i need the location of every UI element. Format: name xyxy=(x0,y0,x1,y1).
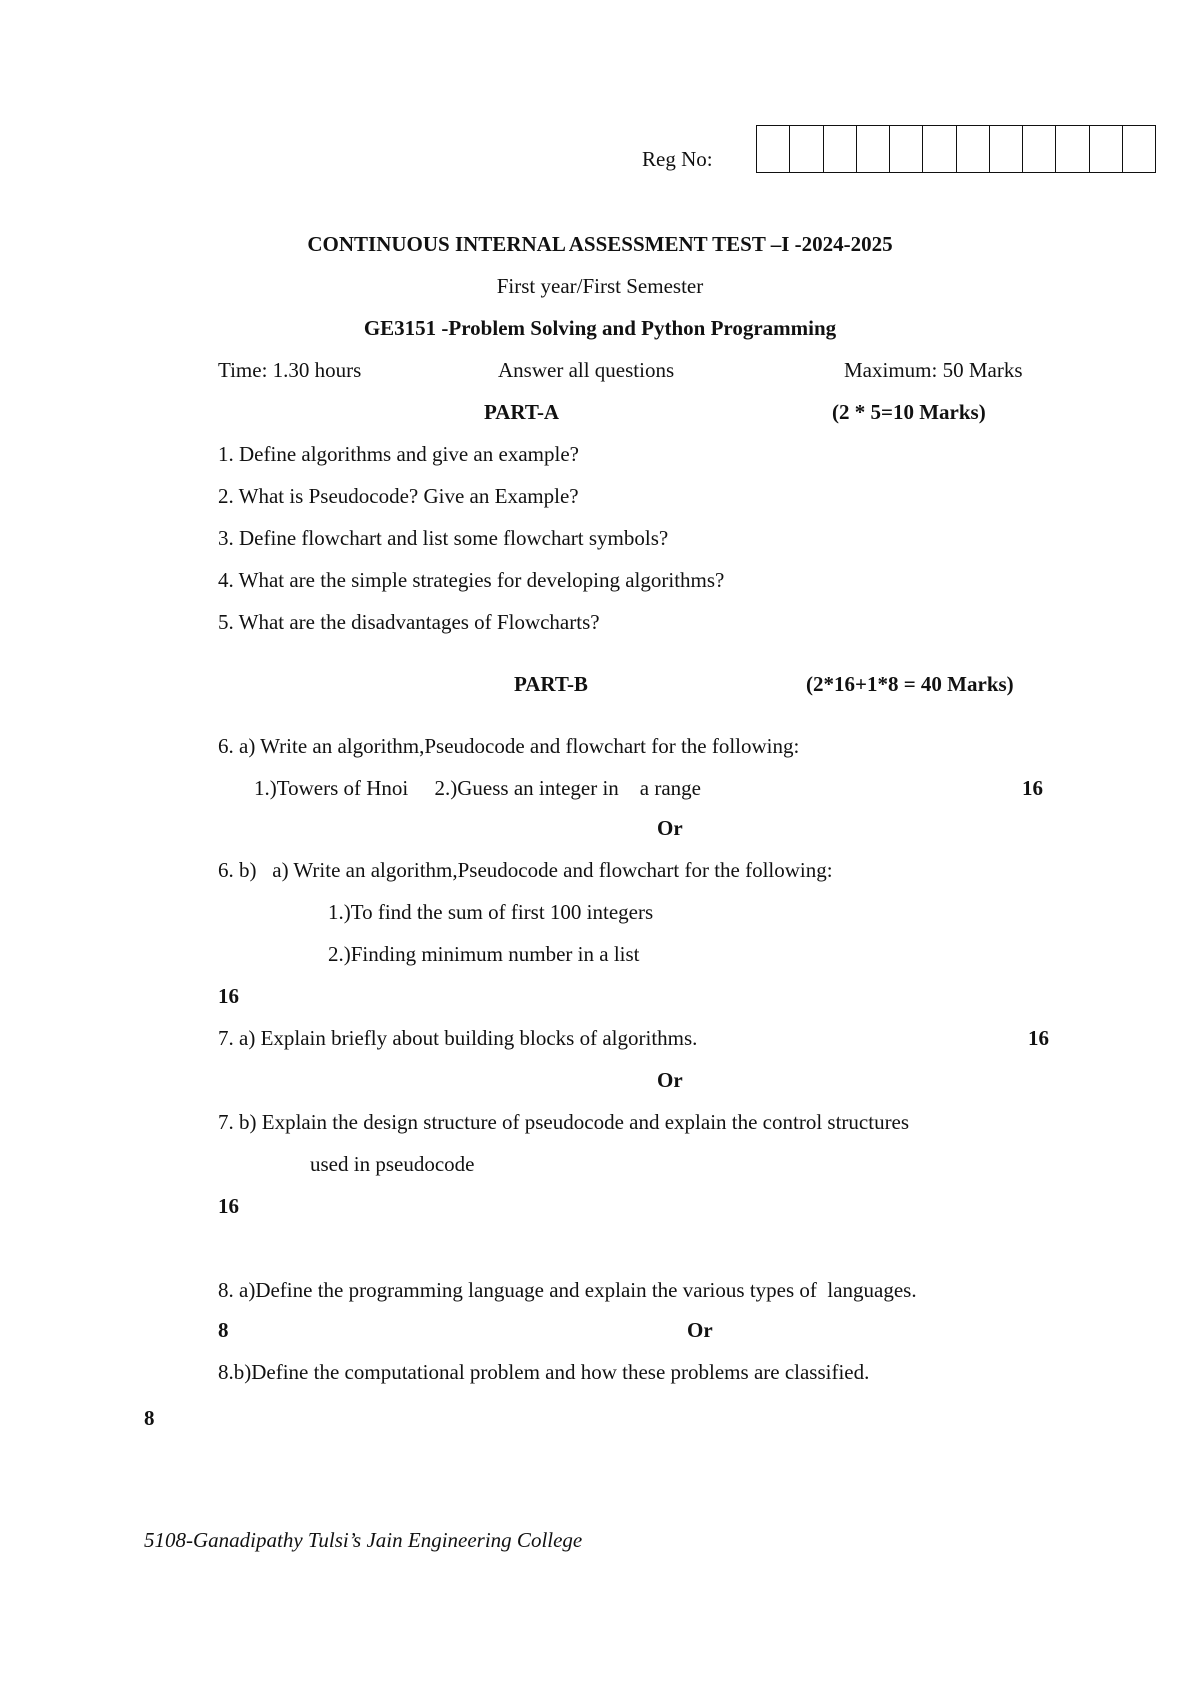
or-separator-6: Or xyxy=(657,816,683,840)
question-6a: 6. a) Write an algorithm,Pseudocode and flowchart for the following: xyxy=(218,734,800,758)
question-6b-item-2: 2.)Finding minimum number in a list xyxy=(328,942,640,966)
reg-no-box[interactable] xyxy=(1123,126,1155,172)
semester-subtitle: First year/First Semester xyxy=(496,274,704,298)
reg-no-label: Reg No: xyxy=(642,147,713,171)
question-8b-marks: 8 xyxy=(144,1406,155,1430)
part-a-title: PART-A xyxy=(484,400,560,424)
college-footer: 5108-Ganadipathy Tulsi’s Jain Engineering College xyxy=(144,1528,583,1552)
reg-no-box[interactable] xyxy=(890,126,923,172)
reg-no-box[interactable] xyxy=(857,126,890,172)
question-2: 2. What is Pseudocode? Give an Example? xyxy=(218,484,579,508)
course-title: GE3151 -Problem Solving and Python Programming xyxy=(363,316,837,340)
part-b-title: PART-B xyxy=(514,672,588,696)
question-6a-items: 1.)Towers of Hnoi 2.)Guess an integer in a range xyxy=(254,776,701,800)
exam-time: Time: 1.30 hours xyxy=(218,358,362,382)
question-6a-marks: 16 xyxy=(1022,776,1043,800)
reg-no-boxes[interactable] xyxy=(756,125,1156,173)
reg-no-box[interactable] xyxy=(990,126,1023,172)
exam-instruction: Answer all questions xyxy=(498,358,675,382)
or-separator-7: Or xyxy=(657,1068,683,1092)
reg-no-box[interactable] xyxy=(1023,126,1056,172)
question-4: 4. What are the simple strategies for developing algorithms? xyxy=(218,568,725,592)
or-separator-8: Or xyxy=(687,1318,713,1342)
reg-no-box[interactable] xyxy=(824,126,857,172)
part-b-marks: (2*16+1*8 = 40 Marks) xyxy=(806,672,1014,696)
question-8a: 8. a)Define the programming language and explain the various types of languages. xyxy=(218,1278,917,1302)
reg-no-box[interactable] xyxy=(1090,126,1123,172)
question-3: 3. Define flowchart and list some flowchart symbols? xyxy=(218,526,669,550)
question-7b-marks: 16 xyxy=(218,1194,239,1218)
reg-no-box[interactable] xyxy=(957,126,990,172)
question-8b: 8.b)Define the computational problem and how these problems are classified. xyxy=(218,1360,870,1384)
question-5: 5. What are the disadvantages of Flowcharts? xyxy=(218,610,600,634)
question-6b: 6. b) a) Write an algorithm,Pseudocode and flowchart for the following: xyxy=(218,858,833,882)
reg-no-box[interactable] xyxy=(1056,126,1089,172)
question-7b: 7. b) Explain the design structure of pseudocode and explain the control structures xyxy=(218,1110,910,1134)
reg-no-box[interactable] xyxy=(757,126,790,172)
exam-title: CONTINUOUS INTERNAL ASSESSMENT TEST –I -2024-2025 xyxy=(307,232,893,256)
part-a-marks: (2 * 5=10 Marks) xyxy=(832,400,986,424)
question-7b-continued: used in pseudocode xyxy=(310,1152,475,1176)
reg-no-box[interactable] xyxy=(790,126,823,172)
max-marks: Maximum: 50 Marks xyxy=(844,358,1023,382)
question-6b-item-1: 1.)To find the sum of first 100 integers xyxy=(328,900,654,924)
question-7a: 7. a) Explain briefly about building blocks of algorithms. xyxy=(218,1026,698,1050)
question-1: 1. Define algorithms and give an example? xyxy=(218,442,579,466)
question-6b-marks: 16 xyxy=(218,984,239,1008)
reg-no-box[interactable] xyxy=(923,126,956,172)
question-8a-marks: 8 xyxy=(218,1318,229,1342)
question-7a-marks: 16 xyxy=(1028,1026,1049,1050)
